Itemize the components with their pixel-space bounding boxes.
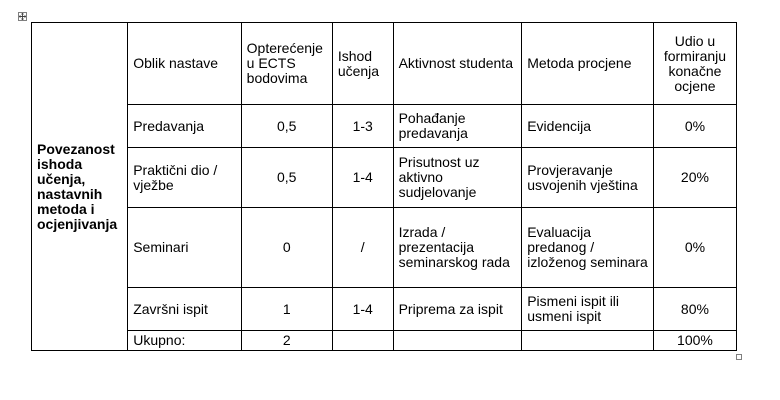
row-seminari-ects: 0 [241,208,332,288]
row-ukupno-aktivnost [393,331,522,351]
row-predavanja-aktivnost: Pohađanje predavanja [393,105,522,148]
row-seminari-metoda: Evaluacija predanog / izloženog seminara [522,208,654,288]
row-vjezbe-oblik: Praktični dio / vježbe [128,148,241,208]
row-seminari-ishod: / [332,208,393,288]
row-seminari-oblik: Seminari [128,208,241,288]
table-resize-handle-icon[interactable] [736,354,742,360]
row-ukupno-oblik: Ukupno: [128,331,241,351]
row-vjezbe-aktivnost: Prisutnost uz aktivno sudjelovanje [393,148,522,208]
table-row-total [32,331,737,351]
header-ishod-ucenja: Ishod učenja [332,23,393,105]
table-row [32,148,737,208]
row-ukupno-metoda [522,331,654,351]
header-opterecenje-ects: Opterećenje u ECTS bodovima [241,23,332,105]
row-zavrsni-udio: 80% [653,288,736,331]
row-zavrsni-ects: 1 [241,288,332,331]
table-row [32,288,737,331]
row-vjezbe-metoda: Provjeravanje usvojenih vještina [522,148,654,208]
row-predavanja-udio: 0% [653,105,736,148]
header-aktivnost-studenta: Aktivnost studenta [393,23,522,105]
outcomes-methods-table [31,22,737,351]
row-ukupno-udio: 100% [653,331,736,351]
row-zavrsni-oblik: Završni ispit [128,288,241,331]
row-vjezbe-ishod: 1-4 [332,148,393,208]
row-seminari-udio: 0% [653,208,736,288]
row-ukupno-ishod [332,331,393,351]
row-vjezbe-ects: 0,5 [241,148,332,208]
row-predavanja-ects: 0,5 [241,105,332,148]
row-vjezbe-udio: 20% [653,148,736,208]
row-zavrsni-ishod: 1-4 [332,288,393,331]
row-ukupno-ects: 2 [241,331,332,351]
row-zavrsni-aktivnost: Priprema za ispit [393,288,522,331]
header-oblik-nastave: Oblik nastave [128,23,241,105]
header-row [32,23,737,105]
row-predavanja-oblik: Predavanja [128,105,241,148]
row-zavrsni-metoda: Pismeni ispit ili usmeni ispit [522,288,654,331]
row-predavanja-ishod: 1-3 [332,105,393,148]
move-arrows-icon [19,13,26,20]
header-metoda-procjene: Metoda procjene [522,23,654,105]
table-row [32,105,737,148]
side-label-cell: Povezanost ishoda učenja, nastavnih metoda i ocjenjivanja [32,23,128,351]
row-seminari-aktivnost: Izrada / prezentacija seminarskog rada [393,208,522,288]
header-udio-ocjene: Udio u formiranju konačne ocjene [653,23,736,105]
row-predavanja-metoda: Evidencija [522,105,654,148]
table-row [32,208,737,288]
table-move-handle-icon[interactable] [18,12,27,21]
